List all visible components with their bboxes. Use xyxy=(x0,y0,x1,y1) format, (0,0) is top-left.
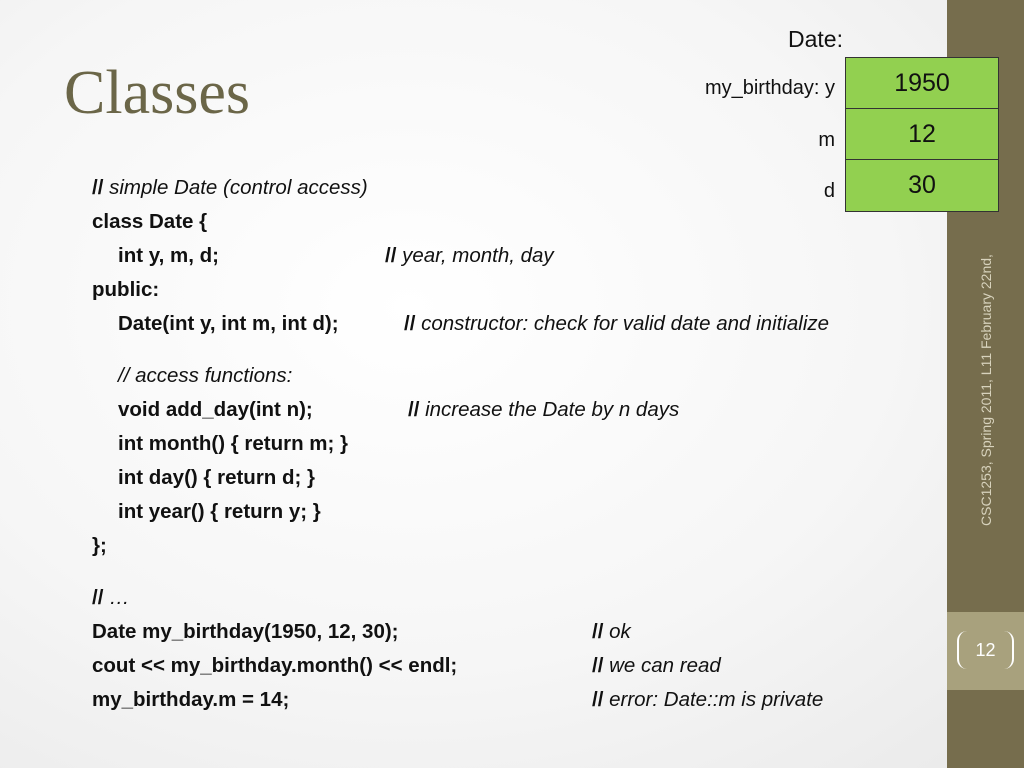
code-text: int day() { return d; } xyxy=(118,466,316,489)
code-line xyxy=(92,468,315,489)
code-line xyxy=(92,312,830,335)
code-line xyxy=(92,178,368,199)
diagram-cell-m: 12 xyxy=(845,108,999,161)
code-comment: ok xyxy=(603,620,631,643)
code-line xyxy=(92,366,292,387)
code-text: }; xyxy=(92,534,107,557)
comment-slashes: // xyxy=(592,654,604,677)
comment-slashes: // xyxy=(385,244,397,267)
code-comment-block xyxy=(592,656,721,677)
diagram-object-label: my_birthday: y xyxy=(704,77,835,99)
code-text: Date my_birthday(1950, 12, 30); xyxy=(92,620,399,643)
code-line xyxy=(92,434,348,455)
code-line xyxy=(92,212,207,233)
comment-slashes: // xyxy=(408,398,420,421)
code-text: my_birthday.m = 14; xyxy=(92,688,290,711)
code-comment: simple Date (control access) xyxy=(103,176,368,199)
code-line xyxy=(92,620,631,643)
diagram-cell-y: 1950 xyxy=(845,57,999,110)
code-comment-emphasis: Date::m xyxy=(663,688,736,711)
code-comment-block xyxy=(592,622,631,643)
code-line xyxy=(92,688,824,711)
diagram-cell-d: 30 xyxy=(845,159,999,212)
diagram-row-label-d: d xyxy=(823,180,835,202)
code-comment: … xyxy=(103,586,130,609)
code-text: public: xyxy=(92,278,160,301)
code-comment-block xyxy=(404,314,829,335)
page-number-box xyxy=(947,612,1024,690)
comment-slashes: // xyxy=(592,688,604,711)
comment-slashes: // xyxy=(404,312,416,335)
diagram-row-label-m: m xyxy=(818,129,835,151)
code-comment: we can read xyxy=(603,654,721,677)
code-line xyxy=(92,588,130,609)
code-text: cout << my_birthday.month() << endl; xyxy=(92,654,458,677)
code-line xyxy=(92,398,680,421)
diagram-type-label: Date: xyxy=(788,26,843,52)
code-comment-block xyxy=(592,690,823,711)
code-text: Date(int y, int m, int d); xyxy=(118,312,339,335)
comment-text: access functions: xyxy=(129,364,293,387)
comment-slashes: // xyxy=(92,586,104,609)
code-comment: increase the Date by n days xyxy=(419,398,680,421)
code-line xyxy=(92,654,721,677)
code-text: class Date { xyxy=(92,210,208,233)
code-line xyxy=(92,280,159,301)
code-comment: error: xyxy=(603,688,664,711)
code-text: void add_day(int n); xyxy=(118,398,313,421)
code-text: int month() { return m; } xyxy=(118,432,349,455)
code-text: int year() { return y; } xyxy=(118,500,321,523)
code-line xyxy=(92,536,107,557)
code-comment-block xyxy=(385,246,554,267)
page-number: 12 xyxy=(957,631,1014,669)
slide-footer: CSC1253, Spring 2011, L11 February 22nd, xyxy=(978,254,994,526)
comment-slashes: // xyxy=(92,176,104,199)
comment-slashes: // xyxy=(592,620,604,643)
code-comment xyxy=(92,364,292,387)
comment-slashes: // xyxy=(118,364,130,387)
code-text: int y, m, d; xyxy=(118,244,219,267)
code-line xyxy=(92,244,554,267)
slide-title: Classes xyxy=(64,59,250,127)
code-comment: constructor: check for valid date and initialize xyxy=(415,312,830,335)
code-comment: year, month, day xyxy=(396,244,554,267)
code-comment: is private xyxy=(735,688,824,711)
code-line xyxy=(92,502,321,523)
code-comment-block xyxy=(408,400,679,421)
